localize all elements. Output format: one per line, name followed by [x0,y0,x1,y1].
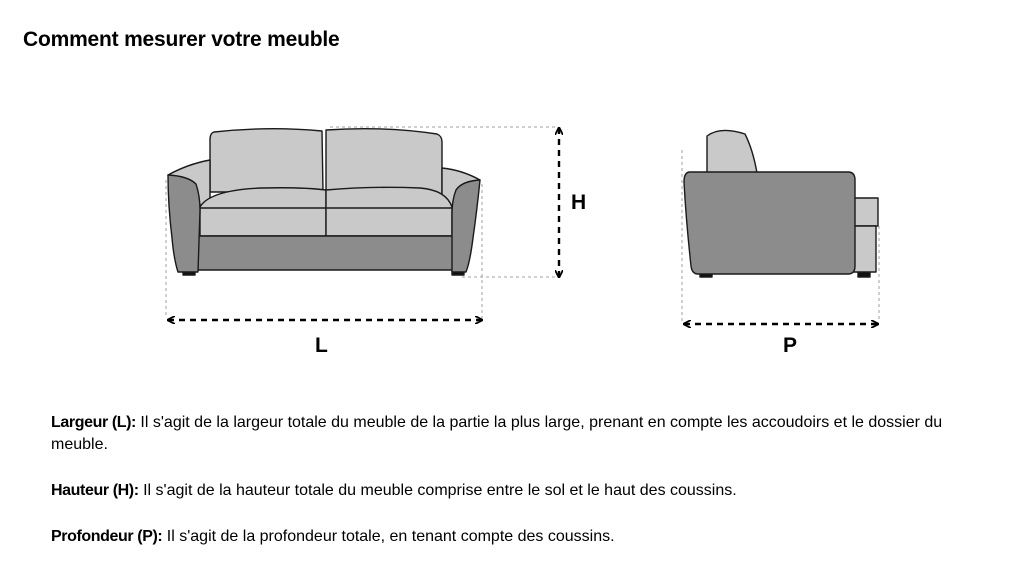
sofa-base [192,236,456,270]
definition-term: Profondeur (P): [51,528,163,545]
depth-label: P [783,334,798,357]
side-seat-cushion [852,198,878,226]
seat-cushion-left [200,188,326,236]
armrest-left [168,175,200,272]
definition-depth [51,526,991,548]
definition-text: Il s'agit de la hauteur totale du meuble comprise entre le sol et le haut des coussins. [138,482,737,499]
side-arm-body [684,172,855,274]
armrest-right [452,180,480,272]
definition-text: Il s'agit de la profondeur totale, en tenant compte des coussins. [162,528,615,545]
definition-height [51,480,991,502]
width-label: L [315,334,328,357]
definition-text: Il s'agit de la largeur totale du meuble de la partie la plus large, prenant en compte les accoudoirs et le dossier du meuble. [51,414,943,453]
side-back-cushion [707,130,757,173]
back-cushion-left [210,129,323,192]
seat-cushion-right [326,187,452,236]
height-label: H [571,191,587,214]
sofa-side-view [684,130,878,277]
definition-term: Largeur (L): [51,414,136,431]
definition-width [51,412,991,456]
page-title: Comment mesurer votre meuble [23,28,340,51]
definitions [51,412,991,572]
sofa-front-view [168,129,480,275]
definition-term: Hauteur (H): [51,482,139,499]
